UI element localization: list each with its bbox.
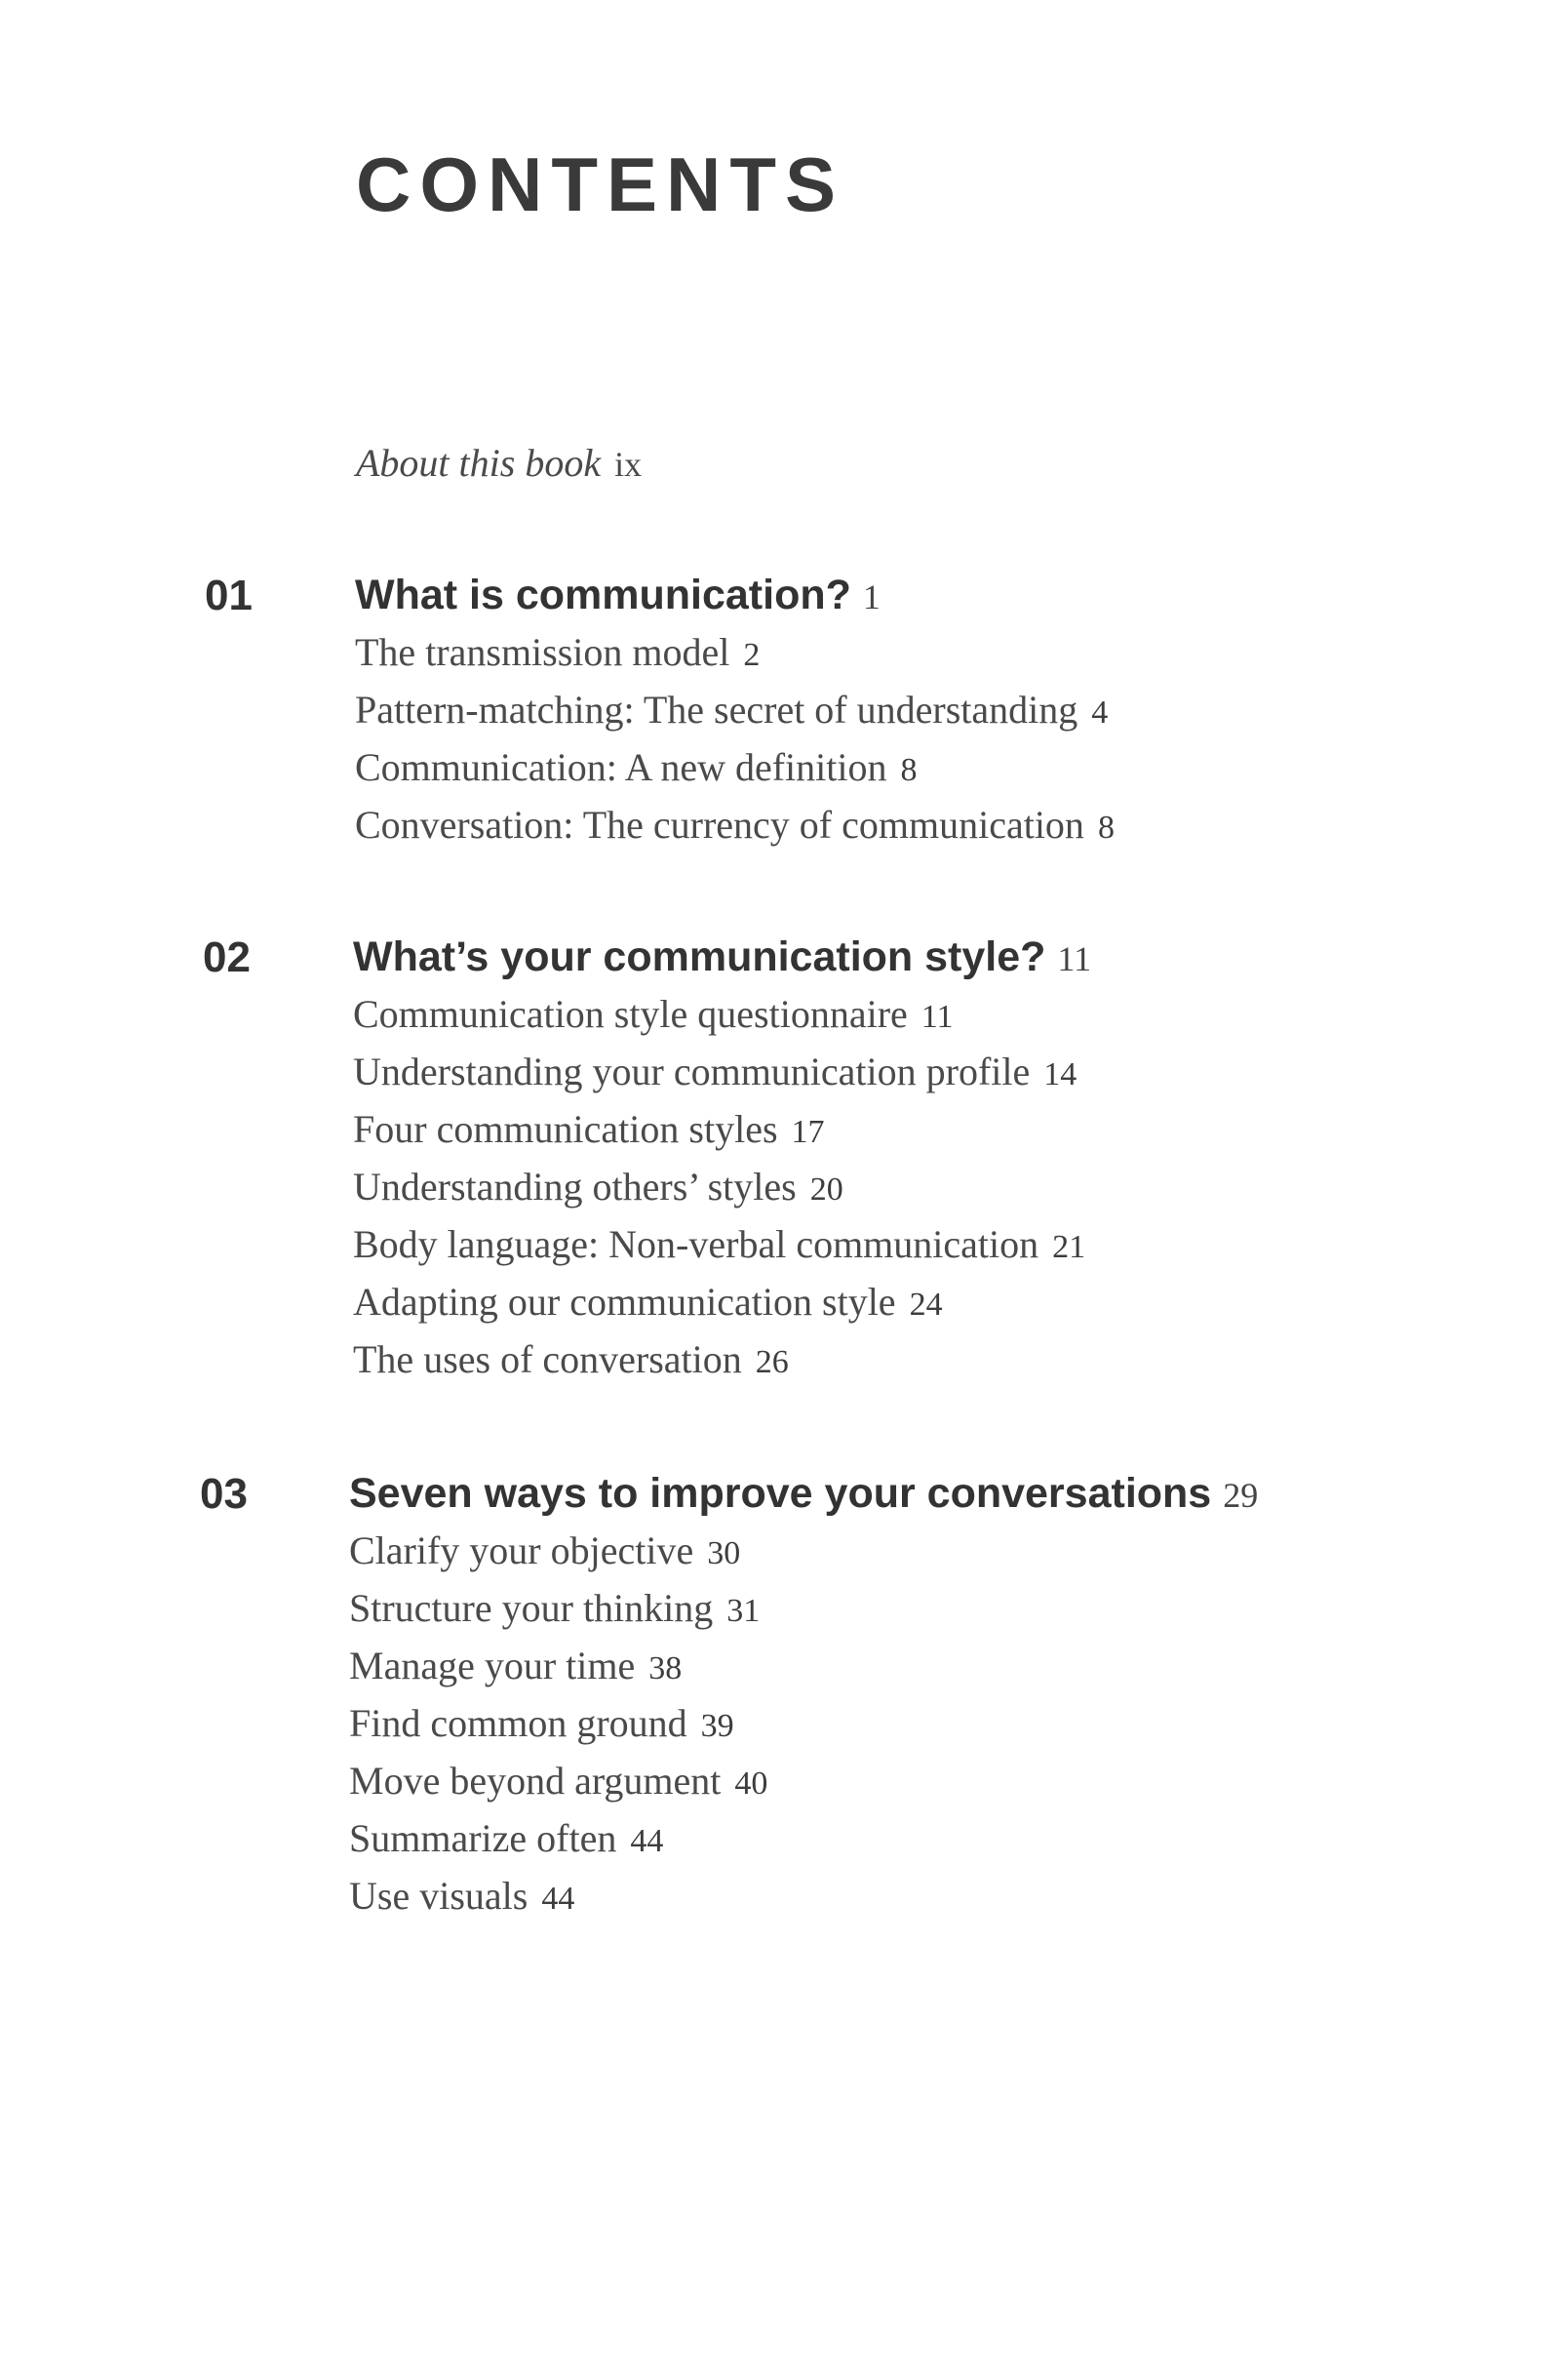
section-title: Understanding your communication profile (353, 1050, 1031, 1093)
section-page: 31 (726, 1593, 761, 1629)
section-title: Find common ground (349, 1701, 687, 1745)
section-title: Adapting our communication style (353, 1280, 896, 1324)
chapter-number: 03 (200, 1470, 248, 1518)
chapter-body (355, 572, 1115, 863)
section-page: 44 (630, 1823, 664, 1859)
chapter-title[interactable] (353, 933, 1092, 995)
chapter-title-text: What is communication? (355, 572, 851, 618)
section-title: Use visuals (349, 1874, 529, 1918)
section-item[interactable] (353, 1052, 1091, 1110)
section-item[interactable] (353, 1280, 1091, 1340)
section-item[interactable] (349, 1701, 1258, 1762)
section-page: 44 (541, 1881, 575, 1917)
section-title: The uses of conversation (353, 1337, 742, 1381)
chapter-title-page: 29 (1223, 1476, 1259, 1515)
chapter-title[interactable] (349, 1470, 1259, 1531)
chapter-title-text: Seven ways to improve your conversations (349, 1470, 1212, 1517)
section-page: 4 (1091, 694, 1109, 731)
section-title: Understanding others’ styles (353, 1165, 797, 1209)
section-title: Communication: A new definition (355, 745, 887, 789)
section-page: 26 (755, 1344, 789, 1380)
toc-entry-page: ix (614, 445, 643, 484)
section-title: Clarify your objective (349, 1528, 694, 1572)
section-item[interactable] (353, 992, 1091, 1052)
section-item[interactable] (355, 688, 1115, 748)
section-list (353, 992, 1091, 1398)
section-item[interactable] (353, 1107, 1091, 1168)
section-title: Manage your time (349, 1644, 636, 1687)
section-item[interactable] (355, 803, 1115, 863)
section-title: Communication style questionnaire (353, 992, 908, 1036)
section-page: 30 (707, 1535, 741, 1571)
toc-entry-about-this-book[interactable] (356, 441, 643, 485)
section-page: 39 (700, 1708, 734, 1744)
section-item[interactable] (349, 1646, 1258, 1704)
chapter-title-text: What’s your communication style? (353, 933, 1046, 980)
section-list (349, 1528, 1258, 1934)
section-page: 14 (1043, 1056, 1077, 1092)
section-page: 40 (734, 1765, 768, 1802)
page-title: CONTENTS (356, 141, 844, 227)
chapter-body (349, 1470, 1259, 1934)
section-item[interactable] (349, 1816, 1258, 1877)
section-page: 17 (791, 1114, 825, 1150)
chapter-title[interactable] (355, 572, 1115, 633)
section-title: Move beyond argument (349, 1759, 722, 1803)
section-list (355, 630, 1115, 863)
section-title: Summarize often (349, 1816, 617, 1860)
section-item[interactable] (349, 1759, 1258, 1819)
chapter-number: 01 (205, 572, 253, 619)
toc-entry-title: About this book (356, 441, 602, 485)
section-page: 20 (809, 1171, 843, 1208)
section-page: 21 (1052, 1229, 1086, 1265)
section-item[interactable] (355, 745, 1115, 806)
section-title: Four communication styles (353, 1107, 778, 1151)
section-item[interactable] (349, 1586, 1258, 1646)
section-title: Structure your thinking (349, 1586, 714, 1630)
chapter-body (353, 933, 1092, 1398)
chapter-title-page: 1 (862, 577, 881, 616)
section-item[interactable] (353, 1337, 1091, 1398)
section-page: 38 (648, 1650, 683, 1686)
chapter-number: 02 (203, 933, 251, 981)
section-title: Pattern-matching: The secret of understanding (355, 688, 1078, 732)
chapter-title-page: 11 (1057, 939, 1092, 978)
section-item[interactable] (355, 630, 1115, 691)
section-title: Conversation: The currency of communication (355, 803, 1084, 847)
section-page: 24 (909, 1287, 943, 1323)
section-page: 8 (1097, 810, 1115, 846)
section-item[interactable] (353, 1165, 1091, 1225)
section-item[interactable] (349, 1874, 1258, 1934)
section-title: Body language: Non-verbal communication (353, 1222, 1039, 1266)
section-page: 11 (921, 999, 954, 1035)
section-page: 8 (900, 752, 918, 788)
section-title: The transmission model (355, 630, 730, 674)
section-item[interactable] (349, 1528, 1258, 1589)
section-item[interactable] (353, 1222, 1091, 1283)
section-page: 2 (743, 637, 761, 673)
